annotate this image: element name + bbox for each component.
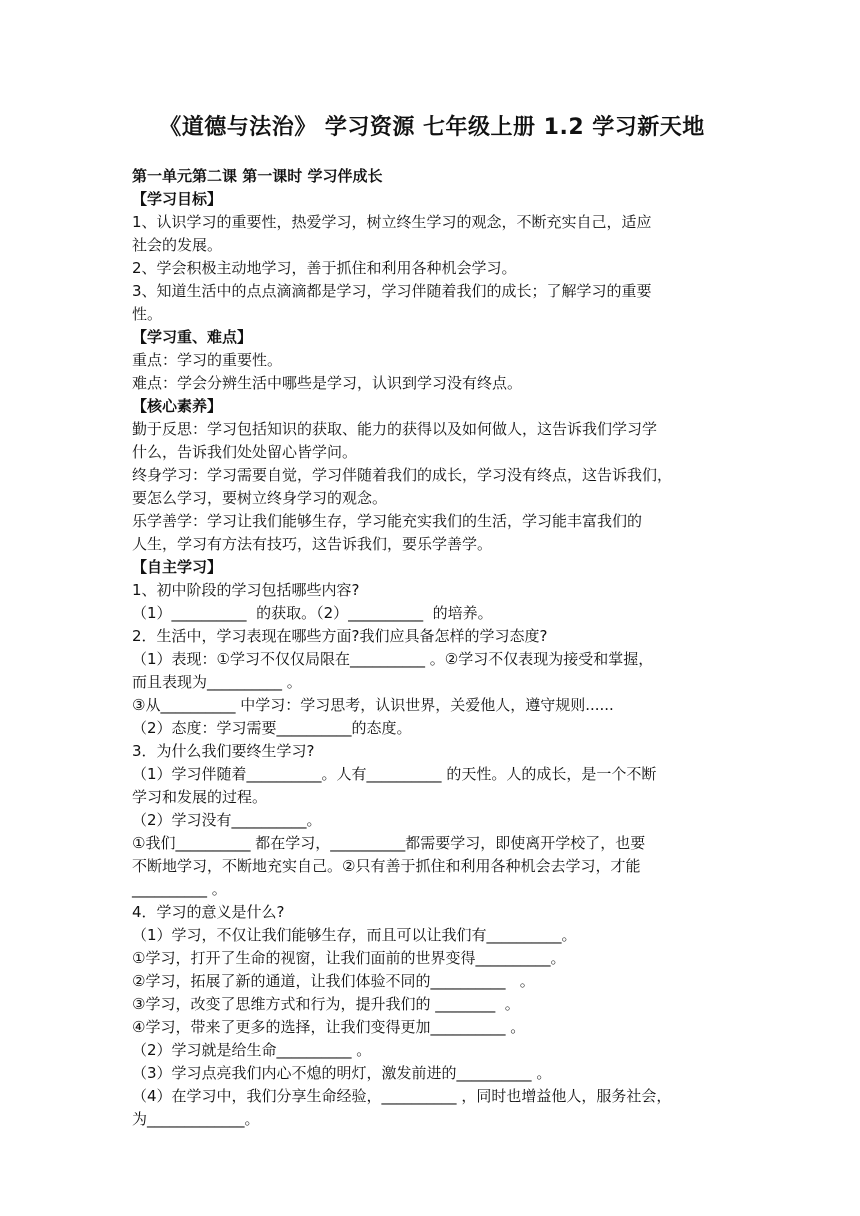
text-line: （1）学习伴随着__________。人有__________ 的天性。人的成长，是一个不断 — [132, 765, 657, 783]
goals-body — [132, 211, 732, 326]
text-line: （3）学习点亮我们内心不熄的明灯，激发前进的__________ 。 — [132, 1064, 552, 1082]
text-line: 学习和发展的过程。 — [132, 788, 268, 806]
text-line: 1、初中阶段的学习包括哪些内容? — [132, 581, 360, 599]
lesson-subtitle: 第一单元第二课 第一课时 学习伴成长 — [132, 167, 383, 185]
text-line: 什么，告诉我们处处留心皆学问。 — [132, 443, 358, 461]
text-line: （2）态度：学习需要__________的态度。 — [132, 719, 412, 737]
text-line: 为_____________。 — [132, 1110, 260, 1128]
text-line: 不断地学习，不断地充实自己。②只有善于抓住和利用各种机会去学习，才能 — [132, 857, 641, 875]
text-line: ①我们__________ 都在学习，__________都需要学习，即使离开学校了，也要 — [132, 834, 646, 852]
text-line: 而且表现为__________ 。 — [132, 673, 302, 691]
text-line: 勤于反思：学习包括知识的获取、能力的获得以及如何做人，这告诉我们学习学 — [132, 420, 658, 438]
text-line: ④学习，带来了更多的选择，让我们变得更加__________ 。 — [132, 1018, 526, 1036]
text-line: （1）__________ 的获取。（2）__________ 的培养。 — [132, 604, 493, 622]
text-line: ①学习，打开了生命的视窗，让我们面前的世界变得__________。 — [132, 949, 566, 967]
text-line: 难点：学会分辨生活中哪些是学习，认识到学习没有终点。 — [132, 374, 523, 392]
text-line: 终身学习：学习需要自觉，学习伴随着我们的成长，学习没有终点，这告诉我们， — [132, 466, 673, 484]
core-body — [132, 418, 732, 556]
text-line: 3．为什么我们要终生学习? — [132, 742, 315, 760]
text-line: 1、认识学习的重要性，热爱学习，树立终生学习的观念，不断充实自己，适应 — [132, 213, 652, 231]
section-heading-self-study: 【自主学习】 — [132, 558, 223, 576]
text-line: ③从__________ 中学习：学习思考，认识世界，关爱他人，遵守规则...... — [132, 696, 614, 714]
text-line: 性。 — [132, 305, 163, 323]
text-line: 3、知道生活中的点点滴滴都是学习，学习伴随着我们的成长；了解学习的重要 — [132, 282, 652, 300]
text-line: （1）学习，不仅让我们能够生存，而且可以让我们有__________。 — [132, 926, 577, 944]
text-line: （4）在学习中，我们分享生命经验，__________ ，同时也增益他人，服务社会， — [132, 1087, 672, 1105]
section-heading-goals: 【学习目标】 — [132, 190, 223, 208]
text-line: 4．学习的意义是什么? — [132, 903, 285, 921]
text-line: ③学习，改变了思维方式和行为，提升我们的 ________ 。 — [132, 995, 520, 1013]
document-title: 《道德与法治》 学习资源 七年级上册 1.2 学习新天地 — [159, 115, 705, 140]
text-line: __________ 。 — [132, 880, 227, 898]
text-line: （2）学习没有__________。 — [132, 811, 322, 829]
text-line: 重点：学习的重要性。 — [132, 351, 283, 369]
text-line: 2．生活中，学习表现在哪些方面?我们应具备怎样的学习态度? — [132, 627, 548, 645]
text-line: （1）表现：①学习不仅仅局限在__________ 。②学习不仅表现为接受和掌握， — [132, 650, 654, 668]
text-line: 社会的发展。 — [132, 236, 223, 254]
section-heading-core: 【核心素养】 — [132, 397, 223, 415]
section-heading-key-points: 【学习重、难点】 — [132, 328, 253, 346]
text-line: 2、学会积极主动地学习，善于抓住和利用各种机会学习。 — [132, 259, 517, 277]
text-line: ②学习，拓展了新的通道，让我们体验不同的__________ 。 — [132, 972, 535, 990]
text-line: （2）学习就是给生命__________ 。 — [132, 1041, 372, 1059]
self-study-body — [132, 579, 732, 1131]
key-points-body — [132, 349, 732, 395]
text-line: 要怎么学习，要树立终身学习的观念。 — [132, 489, 388, 507]
document-page — [132, 110, 732, 1131]
text-line: 人生，学习有方法有技巧，这告诉我们，要乐学善学。 — [132, 535, 493, 553]
text-line: 乐学善学：学习让我们能够生存，学习能充实我们的生活，学习能丰富我们的 — [132, 512, 643, 530]
